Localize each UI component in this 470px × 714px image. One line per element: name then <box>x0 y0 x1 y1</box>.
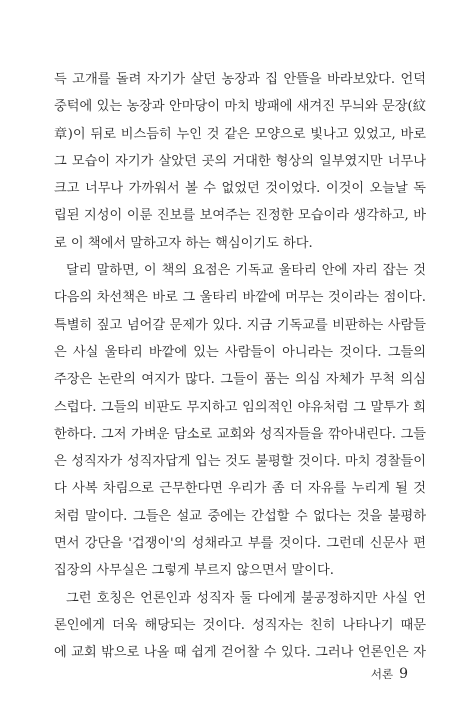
text-line: 주장은 논란의 여지가 많다. 그들이 품는 의심 자체가 무척 의심 <box>54 372 426 388</box>
text-line: 로 이 책에서 말하고자 하는 핵심이기도 하다. <box>54 235 313 251</box>
text-line: 면서 강단을 '겁쟁이'의 성채라고 부를 것이다. 그런데 신문사 편 <box>54 536 426 552</box>
text-line: 득 고개를 돌려 자기가 살던 농장과 집 안뜰을 바라보았다. 언덕 <box>54 72 426 87</box>
text-line: 론인에게 더욱 해당되는 것이다. 성직자는 친히 나타나기 때문 <box>54 617 426 633</box>
text-line: 章)이 뒤로 비스듬히 누인 것 같은 모양으로 빛나고 있었고, 바로 <box>54 126 426 142</box>
page-number: 9 <box>399 666 408 682</box>
text-line: 은 사실 울타리 바깥에 있는 사람들이 아니라는 것이다. 그들의 <box>54 344 426 360</box>
section-label: 서론 <box>370 667 394 681</box>
text-line: 다음의 차선책은 바로 그 울타리 바깥에 머무는 것이라는 점이다. <box>54 290 426 306</box>
text-line: 그런 호칭은 언론인과 성직자 둘 다에게 불공정하지만 사실 언 <box>66 590 426 606</box>
text-line: 에 교회 밖으로 나올 때 쉽게 걷어찰 수 있다. 그러나 언론인은 자 <box>54 645 426 661</box>
text-line: 집장의 사무실은 그렇게 부르지 않으면서 말이다. <box>54 563 334 579</box>
body-text <box>54 66 426 667</box>
text-line: 특별히 짚고 넘어갈 문제가 있다. 지금 기독교를 비판하는 사람들 <box>54 317 426 333</box>
text-line: 그 모습이 자기가 살았던 곳의 거대한 형상의 일부였지만 너무나 <box>54 153 426 169</box>
text-line: 한하다. 그저 가벼운 담소로 교회와 성직자들을 깎아내린다. 그들 <box>54 426 426 442</box>
text-line: 처럼 말이다. 그들은 설교 중에는 간섭할 수 없다는 것을 불평하 <box>54 508 426 524</box>
text-line: 다 사복 차림으로 근무한다면 우리가 좀 더 자유를 누리게 될 것 <box>54 481 426 497</box>
text-line: 달리 말하면, 이 책의 요점은 기독교 울타리 안에 자리 잡는 것 <box>66 263 426 279</box>
text-line: 중턱에 있는 농장과 안마당이 마치 방패에 새겨진 무늬와 문장(紋 <box>54 99 426 115</box>
text-line: 크고 너무나 가까워서 볼 수 없었던 것이었다. 이것이 오늘날 독 <box>54 181 426 197</box>
text-line: 은 성직자가 성직자답게 입는 것도 불평할 것이다. 마치 경찰들이 <box>54 454 426 470</box>
text-line: 스럽다. 그들의 비판도 무지하고 임의적인 야유처럼 그 말투가 희 <box>54 399 426 415</box>
page-footer <box>371 666 408 682</box>
text-line: 립된 지성이 이룬 진보를 보여주는 진정한 모습이라 생각하고, 바 <box>54 208 426 224</box>
